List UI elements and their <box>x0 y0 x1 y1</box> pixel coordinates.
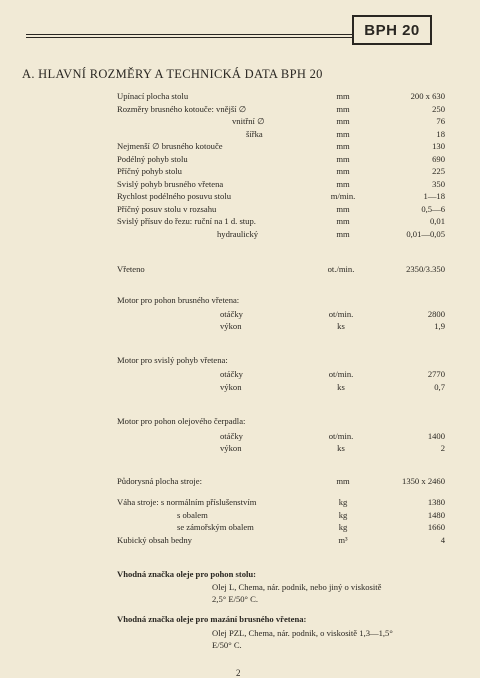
spec-value: 0,01 <box>429 216 445 226</box>
motor-rpm-unit: ot/min. <box>328 309 354 319</box>
motor-power-value: 1,9 <box>434 321 445 331</box>
oil-spindle-line: E/50° C. <box>212 640 242 650</box>
spec-unit: mm <box>336 166 350 176</box>
motor-power-unit: ks <box>337 443 345 453</box>
spec-label: Svislý přísuv do řezu: ruční na 1 d. stup. <box>117 216 256 226</box>
spec-unit: mm <box>336 229 350 239</box>
floor-unit: mm <box>336 476 350 486</box>
spec-unit: mm <box>336 154 350 164</box>
spec-value: 18 <box>436 129 445 139</box>
spec-value: 690 <box>432 154 445 164</box>
spec-label: Rychlost podélného posuvu stolu <box>117 191 231 201</box>
volume-label: Kubický obsah bedny <box>117 535 192 545</box>
spec-value: 76 <box>436 116 445 126</box>
section-title: A. HLAVNÍ ROZMĚRY A TECHNICKÁ DATA BPH 20 <box>22 67 323 81</box>
spec-label: šířka <box>246 129 263 139</box>
motor-rpm-label: otáčky <box>220 431 243 441</box>
motor-power-value: 2 <box>440 443 445 453</box>
spec-label: Upínací plocha stolu <box>117 91 189 101</box>
spec-unit: m/min. <box>330 191 356 201</box>
weight-value: 1380 <box>427 497 445 507</box>
motor-title: Motor pro pohon brusného vřetena: <box>117 295 240 305</box>
oil-spindle-title: Vhodná značka oleje pro mazání brusného vřetena: <box>117 614 307 624</box>
spec-label: Svislý pohyb brusného vřetena <box>117 179 224 189</box>
motor-power-label: výkon <box>220 443 242 453</box>
motor-rpm-value: 2800 <box>427 309 445 319</box>
volume-unit: m³ <box>338 535 348 545</box>
weight-unit: kg <box>338 522 348 532</box>
motor-power-label: výkon <box>220 382 242 392</box>
spec-value: 1—18 <box>423 191 445 201</box>
oil-spindle-line: Olej PZL, Chema, nár. podnik, o viskositě 1,3—1,5° <box>212 628 393 638</box>
motor-rpm-label: otáčky <box>220 309 243 319</box>
motor-power-value: 0,7 <box>434 382 445 392</box>
motor-rpm-value: 2770 <box>427 369 445 379</box>
spec-value: 250 <box>432 104 445 114</box>
spindle-value: 2350/3.350 <box>406 264 445 274</box>
spindle-unit: ot./min. <box>327 264 355 274</box>
spindle-label: Vřeteno <box>117 264 145 274</box>
spec-value: 0,5—6 <box>421 204 445 214</box>
header-rule <box>26 34 352 35</box>
weight-label: Váha stroje: s normálním příslušenstvím <box>117 497 257 507</box>
volume-value: 4 <box>440 535 445 545</box>
spec-unit: mm <box>336 129 350 139</box>
spec-label: hydraulický <box>217 229 259 239</box>
motor-power-unit: ks <box>337 382 345 392</box>
floor-label: Půdorysná plocha stroje: <box>117 476 202 486</box>
motor-rpm-unit: ot/min. <box>328 369 354 379</box>
model-badge: BPH 20 <box>352 15 432 45</box>
spec-label: Podélný pohyb stolu <box>117 154 188 164</box>
spec-label: Příčný pohyb stolu <box>117 166 182 176</box>
weight-label: s obalem <box>177 510 208 520</box>
motor-title: Motor pro pohon olejového čerpadla: <box>117 416 246 426</box>
floor-value: 1350 x 2460 <box>402 476 445 486</box>
spec-value: 350 <box>432 179 445 189</box>
oil-table-line: 2,5° E/50° C. <box>212 594 259 604</box>
spec-value: 225 <box>432 166 445 176</box>
weight-label: se zámořským obalem <box>177 522 254 532</box>
weight-value: 1660 <box>427 522 445 532</box>
page-number: 2 <box>236 668 241 678</box>
header-rule-2 <box>26 37 352 38</box>
oil-table-line: Olej L, Chema, nár. podnik, nebo jiný o viskositě <box>212 582 382 592</box>
spec-value: 0,01—0,05 <box>406 229 445 239</box>
spec-unit: mm <box>336 91 350 101</box>
spec-label: vnitřní ∅ <box>232 116 265 126</box>
spec-unit: mm <box>336 179 350 189</box>
weight-unit: kg <box>338 510 348 520</box>
spec-label: Rozměry brusného kotouče: vnější ∅ <box>117 104 247 114</box>
weight-value: 1480 <box>427 510 445 520</box>
weight-unit: kg <box>338 497 348 507</box>
spec-unit: mm <box>336 104 350 114</box>
motor-power-unit: ks <box>337 321 345 331</box>
spec-label: Příčný posuv stolu v rozsahu <box>117 204 217 214</box>
spec-unit: mm <box>336 204 350 214</box>
motor-power-label: výkon <box>220 321 242 331</box>
spec-unit: mm <box>336 141 350 151</box>
motor-rpm-label: otáčky <box>220 369 243 379</box>
spec-value: 200 x 630 <box>410 91 445 101</box>
spec-label: Nejmenší ∅ brusného kotouče <box>117 141 223 151</box>
oil-table-title: Vhodná značka oleje pro pohon stolu: <box>117 569 257 579</box>
motor-rpm-unit: ot/min. <box>328 431 354 441</box>
motor-rpm-value: 1400 <box>427 431 445 441</box>
spec-unit: mm <box>336 116 350 126</box>
spec-value: 130 <box>432 141 445 151</box>
motor-title: Motor pro svislý pohyb vřetena: <box>117 355 228 365</box>
spec-unit: mm <box>336 216 350 226</box>
